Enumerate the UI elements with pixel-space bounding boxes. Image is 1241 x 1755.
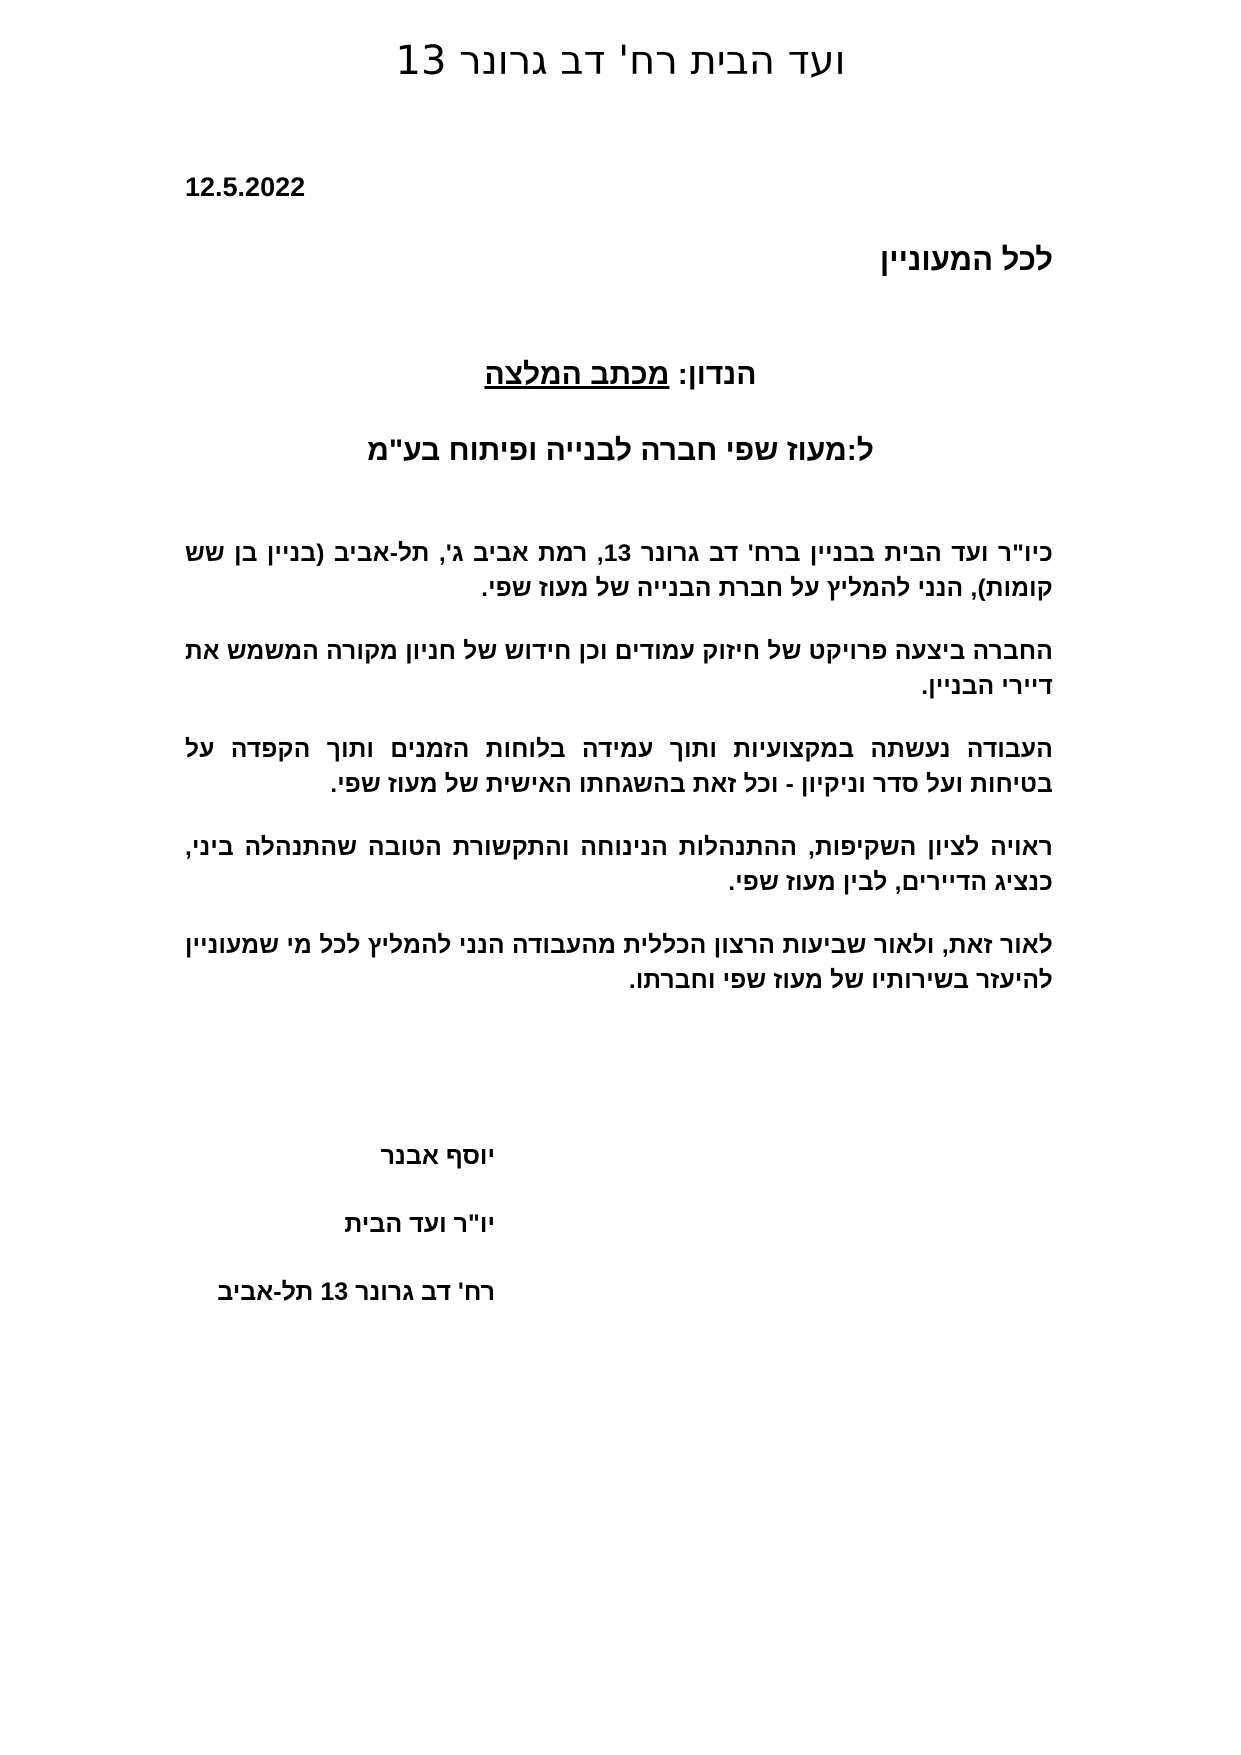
letter-date: 12.5.2022 <box>185 172 306 202</box>
signature-address-block <box>185 1278 495 1307</box>
letterhead-title: ועד הבית רח' דב גרונר 13 <box>395 38 846 84</box>
addressee: לכל המעוניין <box>879 242 1053 277</box>
subject-value: מכתב המלצה <box>484 358 670 391</box>
signature-name: יוסף אבנר <box>380 1142 495 1170</box>
signature-address: רח' דב גרונר 13 תל-אביב <box>217 1278 495 1306</box>
paragraph: העבודה נעשתה במקצועיות ותוך עמידה בלוחות הזמנים ותוך הקפדה על בטיחות ועל סדר וניקיון - וכל זאת בהשגחתו האישית של מעוז שפי. <box>185 736 1053 798</box>
signature-role-block <box>185 1210 495 1239</box>
paragraph: לאור זאת, ולאור שביעות הרצון הכללית מהעבודה הנני להמליץ לכל מי שמעוניין להיעזר בשירותיו של מעוז שפי וחברתו. <box>185 932 1053 994</box>
recipient-line: ל:מעוז שפי חברה לבנייה ופיתוח בע"מ <box>367 434 874 467</box>
letter-body <box>185 536 1053 1026</box>
subject-line <box>0 358 1241 392</box>
paragraph: כיו"ר ועד הבית בבניין ברח' דב גרונר 13, רמת אביב ג', תל-אביב (בניין בן שש קומות), הנני להמליץ על חברת הבנייה של מעוז שפי. <box>185 540 1053 602</box>
paragraph: החברה ביצעה פרויקט של חיזוק עמודים וכן חידוש של חניון מקורה המשמש את דיירי הבניין. <box>185 638 1053 700</box>
subject-label: הנדון: <box>677 358 757 391</box>
paragraph: ראויה לציון השקיפות, ההתנהלות הנינוחה והתקשורת הטובה שהתנהלה ביני, כנציג הדיירים, לבין מעוז שפי. <box>185 834 1053 896</box>
signature-name-block <box>185 1142 495 1171</box>
signature-role: יו"ר ועד הבית <box>344 1210 495 1238</box>
